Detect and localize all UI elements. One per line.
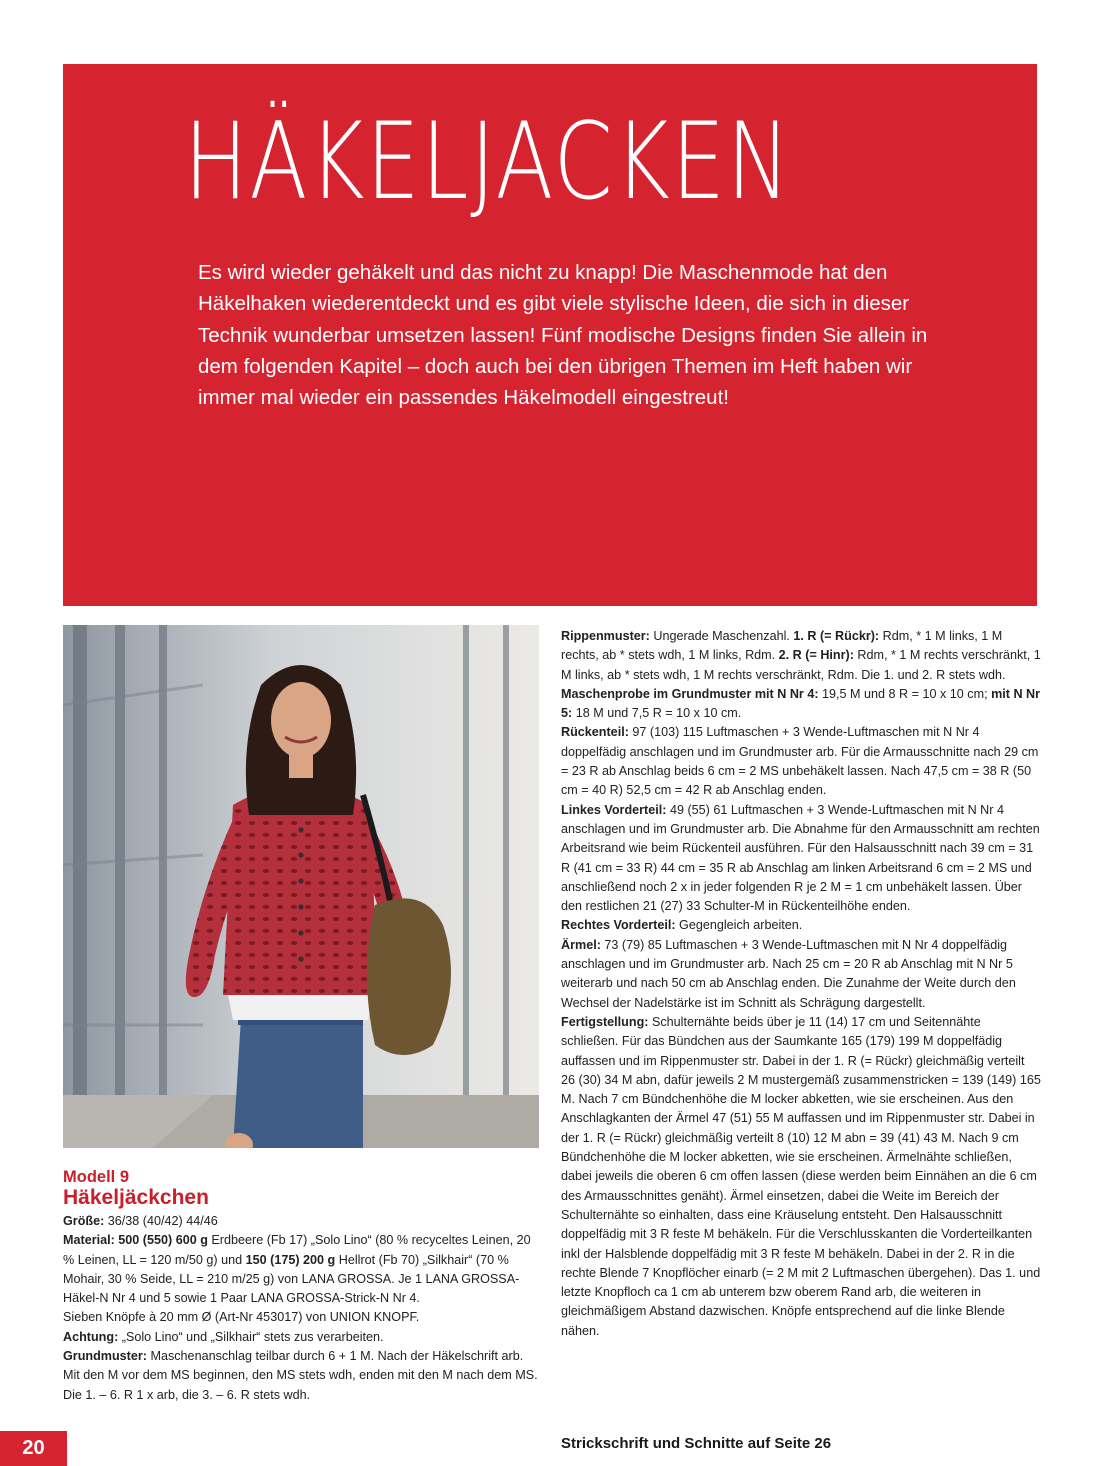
sleeve-label: Ärmel: bbox=[561, 937, 601, 952]
rib-pattern-label: Rippenmuster: bbox=[561, 629, 650, 643]
pattern-reference: Strickschrift und Schnitte auf Seite 26 bbox=[561, 1435, 832, 1452]
left-front-text: 49 (55) 61 Luftmaschen + 3 Wende-Luftmaschen mit N Nr 4 anschlagen und im Grundmuster arb. Die Abnahme für den Armausschnitt am rechten Arbeitsrand wie beim Rückenteil ausführen. Für den Halsausschnitt nach 39 cm = 31 R (41 cm = 33 R) 44 cm = 35 R ab Anschlag am linken Arbeitsrand 6 cm = 2 MS und anschließend noch 2 x in jeder folgenden R je 2 M = 1 cm unbehäkelt lassen. Über den restlichen 21 (27) 33 Schulter-M in Rückenteilhöhe enden. bbox=[561, 802, 1040, 914]
rib-row-2-label: 2. R (= Hinr): bbox=[778, 648, 854, 663]
left-front-label: Linkes Vorderteil: bbox=[561, 802, 667, 817]
size-text: 36/38 (40/42) 44/46 bbox=[104, 1214, 218, 1228]
gauge-paragraph bbox=[561, 685, 1041, 724]
sleeve-text: 73 (79) 85 Luftmaschen + 3 Wende-Luftmaschen mit N Nr 4 doppelfädig anschlagen und im Grundmuster arb. Nach 25 cm = 20 R ab Anschlag mit N Nr 5 weiterarb und nach 50 cm ab Anschlag enden. Die Zunahme der Weite durch den Wechsel der Nadelstärke ist im Schnitt als Schrägung dargestellt. bbox=[561, 937, 1016, 1010]
model-name: Häkeljäckchen bbox=[63, 1186, 209, 1209]
material-amount-2: 150 (175) 200 g bbox=[245, 1252, 336, 1267]
page-number: 20 bbox=[0, 1431, 67, 1466]
model-photo bbox=[63, 625, 539, 1148]
size-paragraph bbox=[63, 1212, 543, 1231]
hero-banner bbox=[63, 64, 1037, 606]
finishing-paragraph bbox=[561, 1013, 1041, 1341]
attention-paragraph bbox=[63, 1328, 543, 1347]
material-text-1: Erdbeere (Fb 17) „Solo Lino“ (80 % recyceltes Leinen, 20 % Leinen, LL = 120 m/50 g) und bbox=[63, 1233, 531, 1267]
gauge-text-2: 18 M und 7,5 R = 10 x 10 cm. bbox=[572, 706, 742, 721]
gauge-text-1: 19,5 M und 8 R = 10 x 10 cm; bbox=[818, 686, 992, 701]
chapter-title: HÄKELJACKEN bbox=[184, 100, 792, 223]
gauge-label: Maschenprobe im Grundmuster mit N Nr 4: bbox=[561, 686, 819, 701]
back-paragraph bbox=[561, 723, 1041, 800]
model-number: Modell 9 bbox=[63, 1168, 130, 1186]
back-text: 97 (103) 115 Luftmaschen + 3 Wende-Luftmaschen mit N Nr 4 doppelfädig anschlagen und im Grundmuster arb. Für die Armausschnitte nach 29 cm = 23 R ab Anschlag beids 6 cm = 2 MS unbehäkelt lassen. Nach 47,5 cm = 38 R (50 cm = 40 R) 52,5 cm = 42 R ab Anschlag enden. bbox=[561, 725, 1039, 798]
material-label: Material: 500 (550) 600 g bbox=[63, 1233, 208, 1248]
chapter-intro: Es wird wieder gehäkelt und das nicht zu knapp! Die Maschenmode hat den Häkelhaken wiederentdeckt und es gibt viele stylische Ideen, die sich in dieser Technik wunderbar umsetzen lassen! Fünf modische Designs finden Sie allein in dem folgenden Kapitel – doch auch bei den übrigen Themen im Heft haben wir immer mal wieder ein passendes Häkelmodell eingestreut! bbox=[198, 261, 928, 410]
sleeve-paragraph bbox=[561, 936, 1041, 1013]
base-pattern-label: Grundmuster: bbox=[63, 1349, 147, 1364]
material-paragraph bbox=[63, 1231, 543, 1308]
rib-pattern-text-1: Ungerade Maschenzahl. bbox=[649, 629, 794, 643]
right-front-text: Gegengleich arbeiten. bbox=[675, 918, 803, 933]
rib-pattern-text-2: Rdm, * 1 M links, 1 M rechts, ab * stets wdh, 1 M links, Rdm. bbox=[561, 629, 1003, 663]
buttons-paragraph: Sieben Knöpfe à 20 mm Ø (Art-Nr 453017) von UNION KNOPF. bbox=[63, 1310, 420, 1325]
back-label: Rückenteil: bbox=[561, 725, 629, 740]
attention-label: Achtung: bbox=[63, 1329, 119, 1344]
base-pattern-text: Maschenanschlag teilbar durch 6 + 1 M. Nach der Häkelschrift arb. Mit den M vor dem MS beginnen, den MS stets wdh, enden mit den M nach dem MS. Die 1. – 6. R 1 x arb, die 3. – 6. R stets wdh. bbox=[63, 1349, 538, 1402]
attention-text: „Solo Lino“ und „Silkhair“ stets zus verarbeiten. bbox=[118, 1329, 384, 1344]
base-pattern-paragraph bbox=[63, 1347, 543, 1405]
size-label: Größe: bbox=[63, 1214, 105, 1228]
model-info bbox=[63, 1168, 543, 1405]
material-text-2: Hellrot (Fb 70) „Silkhair“ (70 % Mohair, 30 % Seide, LL = 210 m/25 g) von LANA GROSSA. Je 1 LANA GROSSA-Häkel-N Nr 4 und 5 sowie 1 Paar LANA GROSSA-Strick-N Nr 4. bbox=[63, 1252, 520, 1306]
right-front-label: Rechtes Vorderteil: bbox=[561, 918, 676, 933]
instructions-column bbox=[561, 627, 1041, 1341]
left-front-paragraph bbox=[561, 801, 1041, 917]
rib-pattern-paragraph bbox=[561, 627, 1041, 685]
gauge-label-2: mit N Nr 5: bbox=[561, 686, 1041, 721]
right-front-paragraph bbox=[561, 916, 1041, 935]
rib-row-1-label: 1. R (= Rückr): bbox=[793, 629, 880, 643]
rib-pattern-text-3: Rdm, * 1 M rechts verschränkt, 1 M links, ab * stets wdh, 1 M rechts verschränkt, Rdm. Die 1. und 2. R stets wdh. bbox=[561, 648, 1041, 682]
finishing-label: Fertigstellung: bbox=[561, 1014, 649, 1029]
finishing-text: Schulternähte beids über je 11 (14) 17 cm und Seitennähte schließen. Für das Bündchen aus der Saumkante 165 (179) 199 M doppelfädig auffassen und im Rippenmuster str. Dabei in der 1. R (= Rückr) gleichmäßig verteilt 26 (30) 34 M abn, dafür jeweils 2 M mustergemäß zusammenstricken = 139 (149) 165 M. Nach 7 cm Bündchenhöhe die M locker abketten, wie sie erscheinen. Aus den Anschlagkanten der Ärmel 47 (51) 55 M auffassen und im Rippenmuster str. Dabei in der 1. R (= Rückr) gleichmäßig verteilt 8 (10) 12 M abn = 39 (41) 43 M. Nach 9 cm Bündchenhöhe die M locker abketten, wie sie erscheinen. Ärmelnähte schließen, dabei jeweils die oberen 6 cm offen lassen (diese werden beim Einnähen an die 6 cm des Armausschnittes genäht). Ärmel einsetzen, dabei die Weite im Bereich der Schulternähte so einhalten, dass eine Kräuselung entsteht. Den Halsausschnitt doppelfädig mit 3 R feste M behäkeln. Für die Verschlusskanten die Vorderteilkanten inkl der Halsblende doppelfädig mit 3 R feste M behäkeln. Dabei in der 2. R in die rechte Blende 7 Knopflöcher einarb (= 2 M mit 2 Luftmaschen übergehen). Das 1. und letzte Knopfloch ca 1 cm ab unterem bzw oberem Rand arb, die weiteren in gleichmäßigem Abstand dazwischen. Knöpfe entsprechend auf die linke Blende nähen. bbox=[561, 1014, 1041, 1338]
